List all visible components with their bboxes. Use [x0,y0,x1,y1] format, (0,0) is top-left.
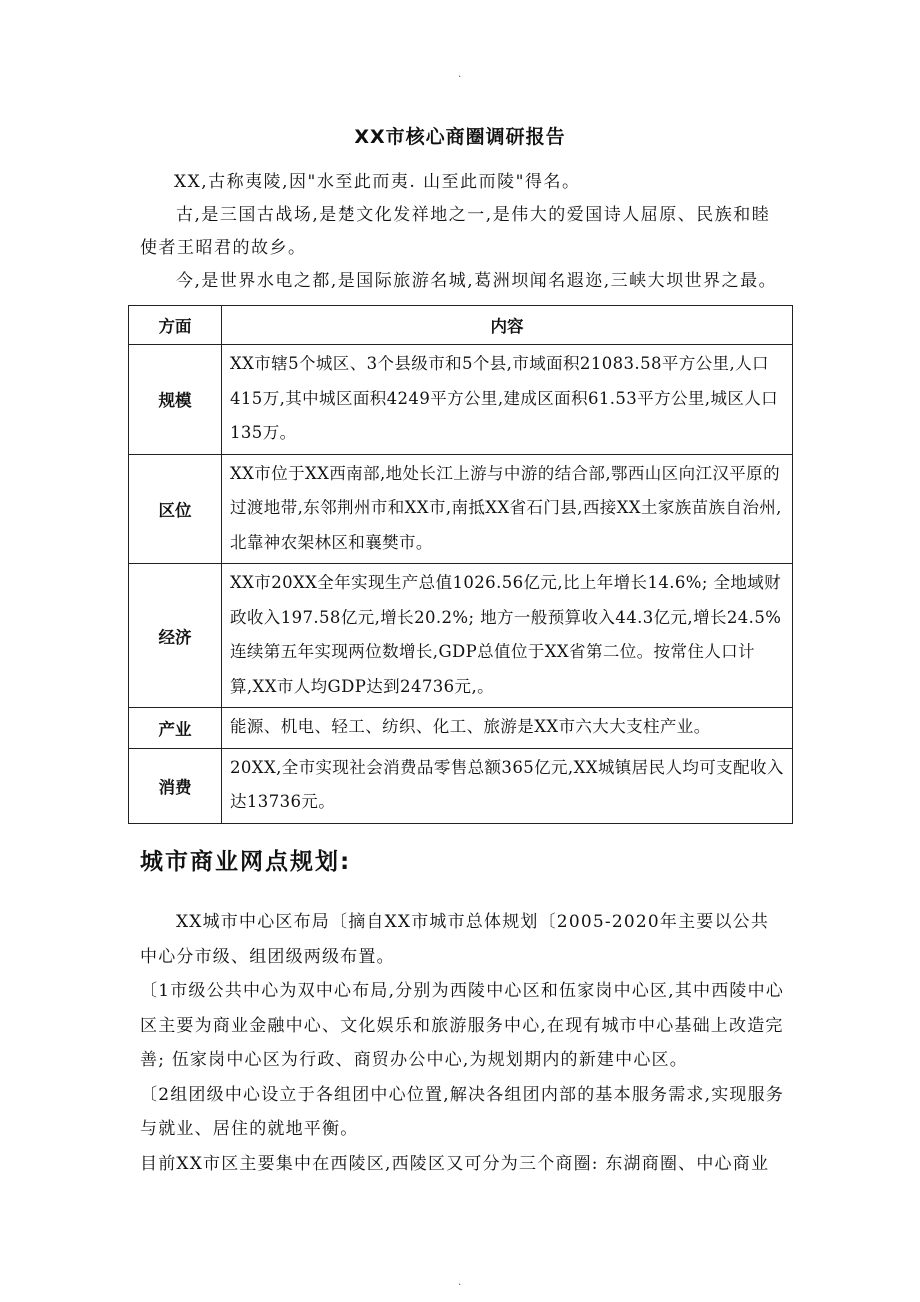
table-cell-aspect: 产业 [129,708,222,749]
table-row [129,564,793,708]
table-cell-content: XX市20XX全年实现生产总值1026.56亿元,比上年增长14.6%; 全地域财政收入197.58亿元,增长20.2%; 地方一般预算收入44.3亿元,增长24.5%连续第五年实现两位数增长,GDP总值位于XX省第二位。按常住人口计算,XX市人均GDP达到24736元,。 [222,564,793,708]
table-header-row [129,306,793,345]
section-body [140,905,785,1181]
intro-paragraph: XX,古称夷陵,因"水至此而夷. 山至此而陵"得名。 [174,172,581,192]
overview-table [128,305,793,824]
table-cell-content: 20XX,全市实现社会消费品零售总额365亿元,XX城镇居民人均可支配收入达13736元。 [222,748,793,823]
footer-dot: . [458,1277,462,1288]
table-cell-content: 能源、机电、轻工、纺织、化工、旅游是XX市六大大支柱产业。 [222,708,793,749]
report-title: XX市核心商圈调研报告 [354,126,566,148]
intro-paragraph: 古,是三国古战场,是楚文化发祥地之一,是伟大的爱国诗人屈原、民族和睦使者王昭君的故乡。 [140,205,771,258]
header-dot: . [458,69,462,80]
table-cell-aspect: 区位 [129,454,222,564]
table-cell-content: XX市位于XX西南部,地处长江上游与中游的结合部,鄂西山区向江汉平原的过渡地带,东邻荆州市和XX市,南抵XX省石门县,西接XX土家族苗族自治州,北靠神农架林区和襄樊市。 [222,454,793,564]
table-cell-aspect: 规模 [129,345,222,455]
body-paragraph: 目前XX市区主要集中在西陵区,西陵区又可分为三个商圈: 东湖商圈、中心商业 [140,1153,770,1174]
intro-paragraph: 今,是世界水电之都,是国际旅游名城,葛洲坝闻名遐迩,三峡大坝世界之最。 [176,271,778,291]
table-row [129,748,793,823]
table-cell-aspect: 经济 [129,564,222,708]
body-paragraph: 〔1市级公共中心为双中心布局,分别为西陵中心区和伍家岗中心区,其中西陵中心区主要为商业金融中心、文化娱乐和旅游服务中心,在现有城市中心基础上改造完善; 伍家岗中心区为行政、商贸办公中心,为规划期内的新建中心区。 [140,981,785,1070]
intro-section [140,166,785,298]
table-header-aspect: 方面 [129,306,222,345]
table-cell-content: XX市辖5个城区、3个县级市和5个县,市域面积21083.58平方公里,人口415万,其中城区面积4249平方公里,建成区面积61.53平方公里,城区人口135万。 [222,345,793,455]
table-cell-aspect: 消费 [129,748,222,823]
table-row [129,454,793,564]
body-paragraph: 〔2组团级中心设立于各组团中心位置,解决各组团内部的基本服务需求,实现服务与就业、居住的就地平衡。 [140,1084,785,1139]
section-heading: 城市商业网点规划: [140,849,352,875]
table-row [129,345,793,455]
table-header-content: 内容 [222,306,793,345]
table-row [129,708,793,749]
body-paragraph: XX城市中心区布局〔摘自XX市城市总体规划〔2005-2020年主要以公共中心分市级、组团级两级布置。 [140,912,770,967]
